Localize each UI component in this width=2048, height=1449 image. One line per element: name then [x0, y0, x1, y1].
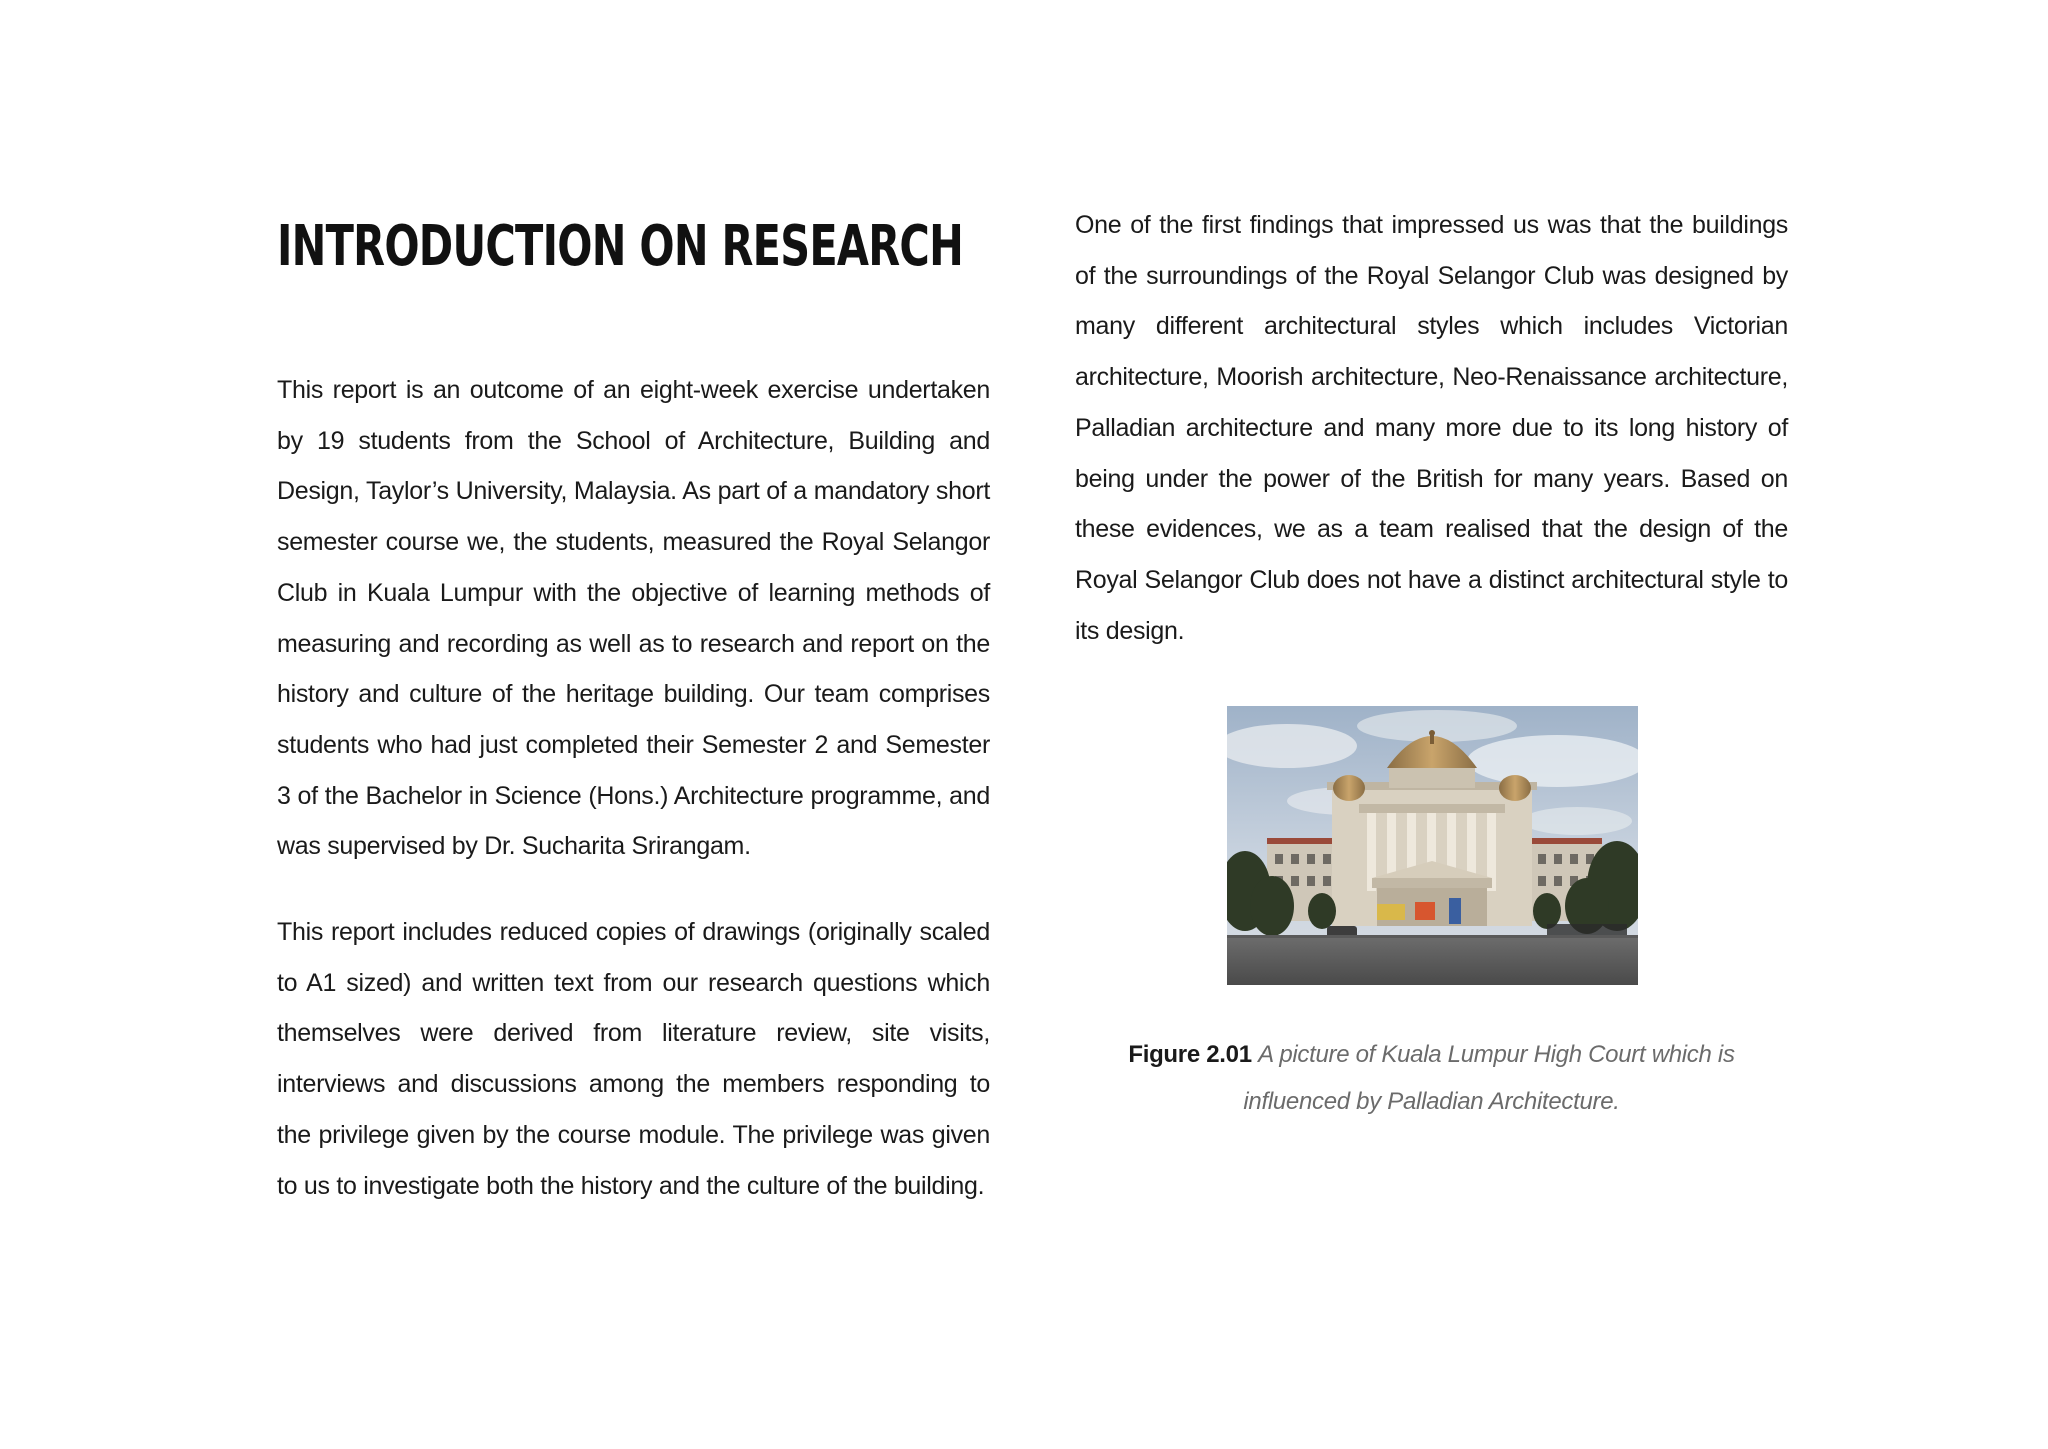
right-column	[1075, 200, 1788, 1125]
figure-caption-text: A picture of Kuala Lumpur High Court which is influenced by Palladian Architecture.	[1243, 1041, 1735, 1116]
figure-caption	[1075, 1031, 1788, 1125]
intro-paragraph-1: This report is an outcome of an eight-week exercise undertaken by 19 students from the School of Architecture, Building and Design, Taylor’s University, Malaysia. As part of a mandatory short semester course we, the students, measured the Royal Selangor Club in Kuala Lumpur with the objective of learning methods of measuring and recording as well as to research and report on the history and culture of the heritage building. Our team comprises students who had just completed their Semester 2 and Semester 3 of the Bachelor in Science (Hons.) Architecture programme, and was supervised by Dr. Sucharita Srirangam.	[277, 376, 990, 861]
intro-paragraph-2: This report includes reduced copies of drawings (originally scaled to A1 sized) and written text from our research questions which themselves were derived from literature review, site visits, interviews and discussions among the members responding to the privilege given by the course module. The privilege was given to us to investigate both the history and the culture of the building.	[277, 918, 990, 1200]
figure-label: Figure 2.01	[1128, 1041, 1252, 1069]
page-title: INTRODUCTION ON RESEARCH	[277, 214, 964, 279]
figure-photo-high-court	[1227, 706, 1638, 985]
findings-paragraph: One of the first findings that impressed us was that the buildings of the surroundings of the Royal Selangor Club was designed by many different architectural styles which includes Victorian architecture, Moorish architecture, Neo-Renaissance architecture, Palladian architecture and many more due to its long history of being under the power of the British for many years. Based on these evidences, we as a team realised that the design of the Royal Selangor Club does not have a distinct architectural style to its design.	[1075, 211, 1788, 645]
left-column	[277, 205, 990, 1211]
